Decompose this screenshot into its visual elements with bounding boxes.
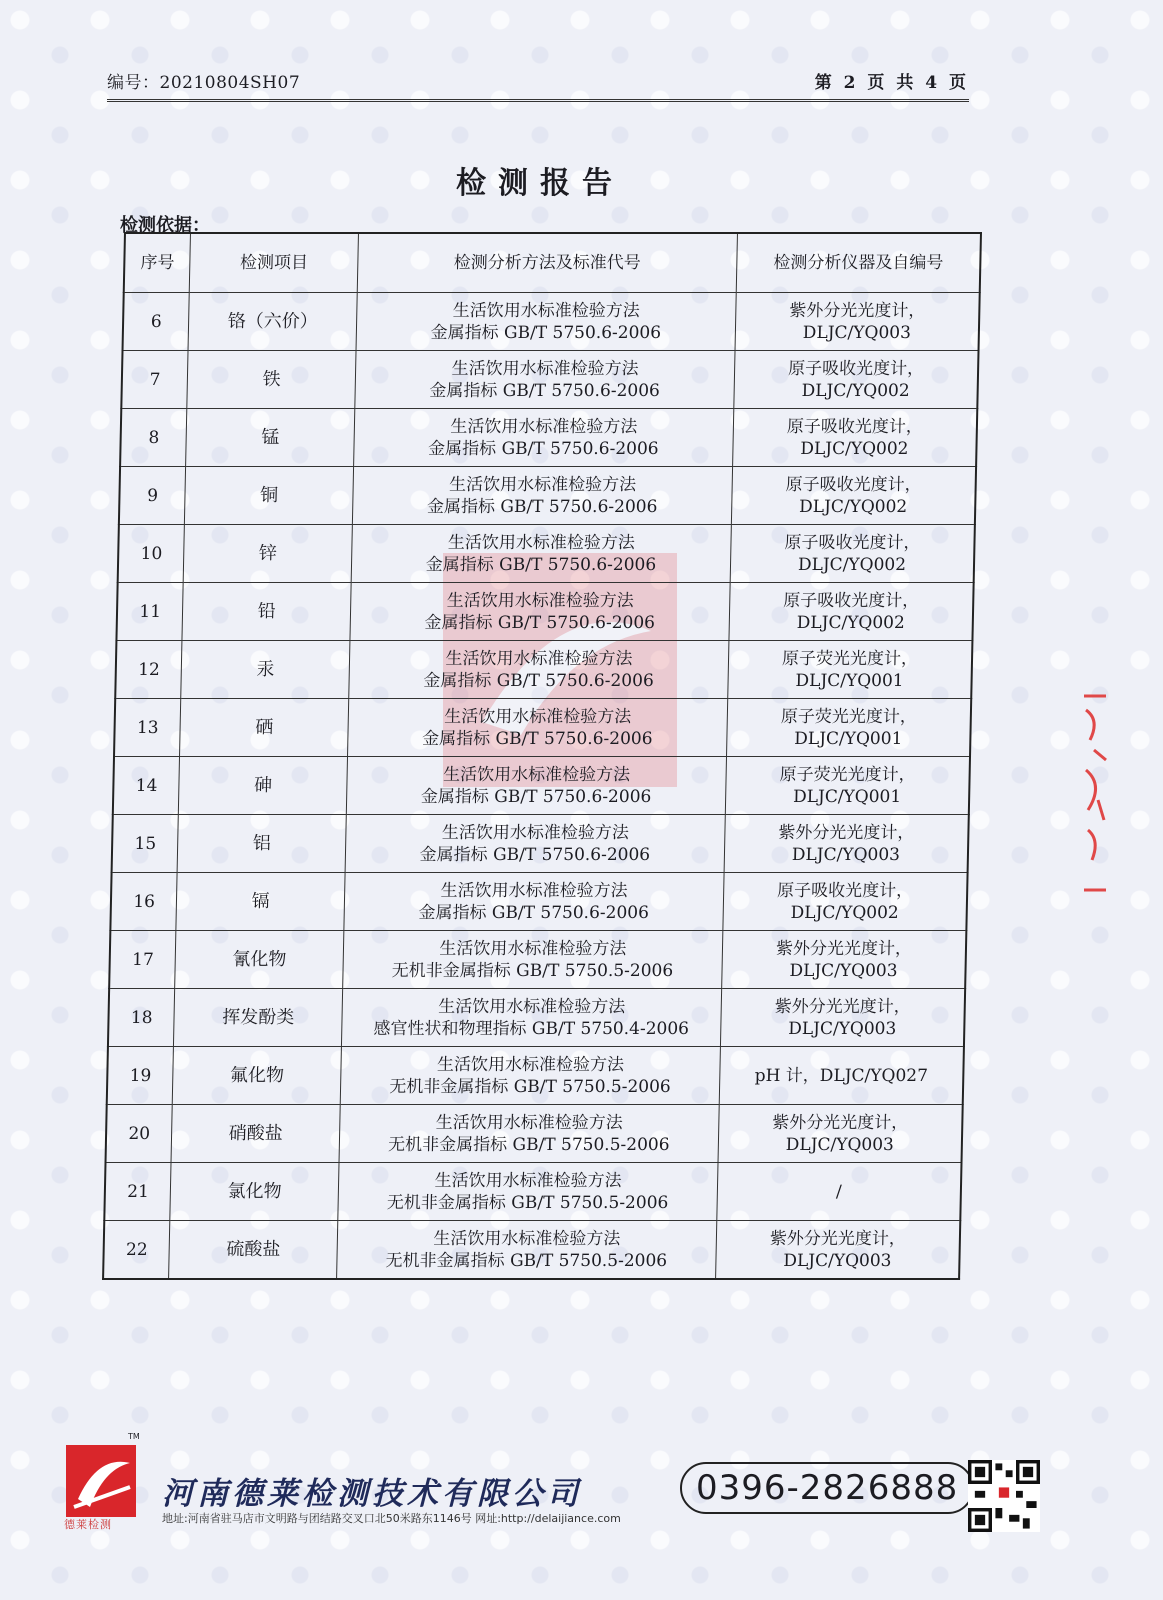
test-item: 锌 — [184, 525, 353, 583]
instrument-line-2: DLJC/YQ003 — [791, 844, 901, 865]
test-instrument — [730, 525, 975, 583]
test-instrument — [725, 757, 970, 815]
method-line-2: 无机非金属指标 GB/T 5750.5-2006 — [391, 960, 674, 981]
test-basis-table — [102, 232, 982, 1280]
test-instrument — [723, 873, 968, 931]
instrument-line-2: DLJC/YQ003 — [788, 1018, 897, 1039]
test-instrument — [719, 1047, 964, 1105]
test-item: 铅 — [182, 583, 351, 641]
test-instrument — [717, 1163, 962, 1221]
test-method — [344, 873, 724, 931]
instrument-line-1: 原子荧光光度计， — [779, 764, 916, 785]
test-method — [356, 293, 736, 351]
trademark-mark: TM — [128, 1432, 140, 1441]
test-item: 氰化物 — [175, 931, 344, 989]
test-method — [345, 815, 725, 873]
test-instrument — [720, 989, 965, 1047]
test-item: 砷 — [179, 757, 348, 815]
instrument-line-2: DLJC/YQ001 — [794, 728, 903, 749]
row-number: 7 — [121, 351, 188, 409]
test-instrument — [735, 293, 980, 351]
table-row — [108, 989, 965, 1047]
instrument-line-1: 紫外分光光度计， — [774, 996, 911, 1017]
instrument-line-1: / — [835, 1181, 842, 1202]
test-method — [346, 757, 726, 815]
instrument-line-1: 紫外分光光度计， — [772, 1112, 909, 1133]
table-body — [103, 293, 980, 1280]
table-row — [114, 699, 971, 757]
row-number: 21 — [104, 1163, 171, 1221]
method-line-1: 生活饮用水标准检验方法 — [442, 764, 631, 785]
method-line-1: 生活饮用水标准检验方法 — [447, 532, 636, 553]
test-method — [341, 989, 721, 1047]
row-number: 15 — [112, 815, 179, 873]
method-line-2: 金属指标 GB/T 5750.6-2006 — [419, 844, 651, 865]
test-method — [351, 525, 731, 583]
footer — [60, 1430, 1060, 1540]
row-number: 22 — [103, 1221, 170, 1280]
instrument-line-1: 紫外分光光度计， — [775, 938, 913, 959]
row-number: 16 — [110, 873, 177, 931]
test-method — [350, 583, 730, 641]
method-line-1: 生活饮用水标准检验方法 — [436, 1054, 625, 1075]
test-basis-label: 检测依据： — [120, 215, 210, 236]
row-number: 14 — [113, 757, 180, 815]
qr-code-icon — [968, 1460, 1040, 1532]
row-number: 13 — [114, 699, 181, 757]
method-line-2: 金属指标 GB/T 5750.6-2006 — [423, 670, 654, 691]
method-line-2: 无机非金属指标 GB/T 5750.5-2006 — [387, 1134, 670, 1155]
row-number: 17 — [109, 931, 176, 989]
table-row — [110, 873, 967, 931]
test-method — [349, 641, 729, 699]
column-header-instrument: 检测分析仪器及自编号 — [736, 233, 981, 293]
column-header-method: 检测分析方法及标准代号 — [357, 233, 737, 293]
instrument-line-1: pH 计，DLJC/YQ027 — [754, 1065, 929, 1086]
company-address: 地址:河南省驻马店市文明路与团结路交叉口北50米路东1146号 网址:http://delaijiance.com — [162, 1512, 621, 1525]
test-method — [355, 351, 735, 409]
method-line-2: 金属指标 GB/T 5750.6-2006 — [430, 322, 662, 343]
instrument-line-2: DLJC/YQ001 — [792, 786, 902, 807]
method-line-1: 生活饮用水标准检验方法 — [440, 880, 628, 901]
test-instrument — [732, 409, 977, 467]
table-row — [115, 641, 972, 699]
test-item: 硫酸盐 — [169, 1221, 338, 1280]
instrument-line-1: 原子吸收光度计， — [785, 474, 922, 495]
method-line-2: 金属指标 GB/T 5750.6-2006 — [427, 438, 659, 459]
instrument-line-2: DLJC/YQ002 — [800, 438, 909, 459]
logo-text: 德莱检测 — [64, 1518, 112, 1531]
test-instrument — [715, 1221, 960, 1280]
test-method — [354, 409, 734, 467]
test-item: 铬（六价） — [188, 293, 357, 351]
test-instrument — [722, 931, 967, 989]
test-item: 锰 — [186, 409, 355, 467]
method-line-2: 金属指标 GB/T 5750.6-2006 — [425, 554, 657, 575]
instrument-line-1: 原子荧光光度计， — [781, 648, 919, 669]
method-line-1: 生活饮用水标准检验方法 — [433, 1228, 621, 1249]
table-row — [103, 1221, 960, 1280]
report-header — [107, 68, 969, 102]
method-line-2: 金属指标 GB/T 5750.6-2006 — [424, 612, 656, 633]
instrument-line-2: DLJC/YQ002 — [797, 554, 907, 575]
company-phone: 0396-2826888 — [680, 1462, 974, 1514]
method-line-1: 生活饮用水标准检验方法 — [441, 822, 630, 843]
table-row — [104, 1163, 961, 1221]
instrument-line-2: DLJC/YQ002 — [796, 612, 906, 633]
test-item: 硒 — [180, 699, 349, 757]
method-line-2: 感官性状和物理指标 GB/T 5750.4-2006 — [373, 1018, 690, 1039]
method-line-2: 金属指标 GB/T 5750.6-2006 — [429, 380, 661, 401]
report-number: 编号：20210804SH07 — [107, 73, 301, 93]
method-line-1: 生活饮用水标准检验方法 — [435, 1112, 623, 1133]
instrument-line-1: 原子荧光光度计， — [780, 706, 918, 727]
test-basis-table-wrapper — [102, 232, 996, 1280]
row-number: 19 — [107, 1047, 174, 1105]
table-row — [120, 409, 977, 467]
test-method — [337, 1221, 717, 1280]
method-line-1: 生活饮用水标准检验方法 — [445, 648, 633, 669]
column-header-number: 序号 — [124, 233, 191, 293]
test-item: 汞 — [181, 641, 350, 699]
table-row — [109, 931, 966, 989]
method-line-1: 生活饮用水标准检验方法 — [450, 416, 638, 437]
instrument-line-1: 紫外分光光度计， — [769, 1228, 907, 1249]
instrument-line-1: 原子吸收光度计， — [786, 416, 924, 437]
method-line-2: 无机非金属指标 GB/T 5750.5-2006 — [386, 1192, 669, 1213]
method-line-1: 生活饮用水标准检验方法 — [452, 300, 640, 321]
instrument-line-2: DLJC/YQ003 — [785, 1134, 895, 1155]
test-method — [347, 699, 727, 757]
test-instrument — [728, 641, 973, 699]
method-line-1: 生活饮用水标准检验方法 — [446, 590, 634, 611]
method-line-2: 无机非金属指标 GB/T 5750.5-2006 — [389, 1076, 671, 1097]
table-row — [121, 351, 978, 409]
method-line-1: 生活饮用水标准检验方法 — [448, 474, 637, 495]
red-stamp-partial — [1080, 690, 1110, 900]
method-line-1: 生活饮用水标准检验方法 — [444, 706, 632, 727]
instrument-line-2: DLJC/YQ002 — [801, 380, 910, 401]
method-line-2: 无机非金属指标 GB/T 5750.5-2006 — [385, 1250, 668, 1271]
row-number: 6 — [123, 293, 190, 351]
test-instrument — [731, 467, 976, 525]
instrument-line-1: 紫外分光光度计， — [789, 300, 926, 321]
table-row — [113, 757, 970, 815]
table-row — [123, 293, 980, 351]
test-method — [340, 1047, 720, 1105]
page-indicator: 第 2 页 共 4 页 — [814, 73, 969, 93]
test-instrument — [734, 351, 979, 409]
column-header-item: 检测项目 — [190, 233, 359, 293]
report-title: 检测报告 — [456, 166, 624, 201]
test-instrument — [726, 699, 971, 757]
instrument-line-1: 原子吸收光度计， — [787, 358, 925, 379]
test-item: 硝酸盐 — [171, 1105, 340, 1163]
test-item: 镉 — [176, 873, 345, 931]
row-number: 11 — [116, 583, 183, 641]
table-row — [116, 583, 973, 641]
test-method — [352, 467, 732, 525]
test-instrument — [718, 1105, 963, 1163]
table-row — [106, 1105, 963, 1163]
method-line-2: 金属指标 GB/T 5750.6-2006 — [421, 728, 653, 749]
test-item: 挥发酚类 — [174, 989, 343, 1047]
test-item: 铁 — [187, 351, 356, 409]
test-method — [343, 931, 723, 989]
row-number: 9 — [119, 467, 186, 525]
table-header-row — [124, 233, 981, 293]
instrument-line-2: DLJC/YQ003 — [783, 1250, 892, 1271]
row-number: 10 — [118, 525, 185, 583]
instrument-line-2: DLJC/YQ003 — [802, 322, 912, 343]
instrument-line-1: 原子吸收光度计， — [783, 590, 920, 611]
row-number: 20 — [106, 1105, 173, 1163]
instrument-line-2: DLJC/YQ003 — [789, 960, 898, 981]
test-method — [338, 1163, 718, 1221]
row-number: 18 — [108, 989, 175, 1047]
instrument-line-2: DLJC/YQ002 — [790, 902, 899, 923]
method-line-1: 生活饮用水标准检验方法 — [451, 358, 639, 379]
instrument-line-2: DLJC/YQ001 — [795, 670, 904, 691]
instrument-line-2: DLJC/YQ002 — [798, 496, 908, 517]
table-row — [107, 1047, 964, 1105]
instrument-line-1: 原子吸收光度计， — [784, 532, 921, 553]
test-item: 氯化物 — [170, 1163, 339, 1221]
test-instrument — [724, 815, 969, 873]
test-instrument — [729, 583, 974, 641]
row-number: 12 — [115, 641, 182, 699]
method-line-1: 生活饮用水标准检验方法 — [439, 938, 627, 959]
test-item: 铜 — [185, 467, 354, 525]
instrument-line-1: 紫外分光光度计， — [778, 822, 915, 843]
table-row — [112, 815, 969, 873]
method-line-2: 金属指标 GB/T 5750.6-2006 — [418, 902, 650, 923]
test-method — [339, 1105, 719, 1163]
method-line-1: 生活饮用水标准检验方法 — [434, 1170, 622, 1191]
instrument-line-1: 原子吸收光度计， — [776, 880, 914, 901]
table-row — [119, 467, 976, 525]
table-row — [118, 525, 975, 583]
test-item: 氟化物 — [173, 1047, 342, 1105]
method-line-2: 金属指标 GB/T 5750.6-2006 — [420, 786, 652, 807]
company-name: 河南德莱检测技术有限公司 — [162, 1476, 582, 1512]
test-item: 铝 — [177, 815, 346, 873]
method-line-2: 金属指标 GB/T 5750.6-2006 — [426, 496, 658, 517]
row-number: 8 — [120, 409, 187, 467]
method-line-1: 生活饮用水标准检验方法 — [437, 996, 626, 1017]
